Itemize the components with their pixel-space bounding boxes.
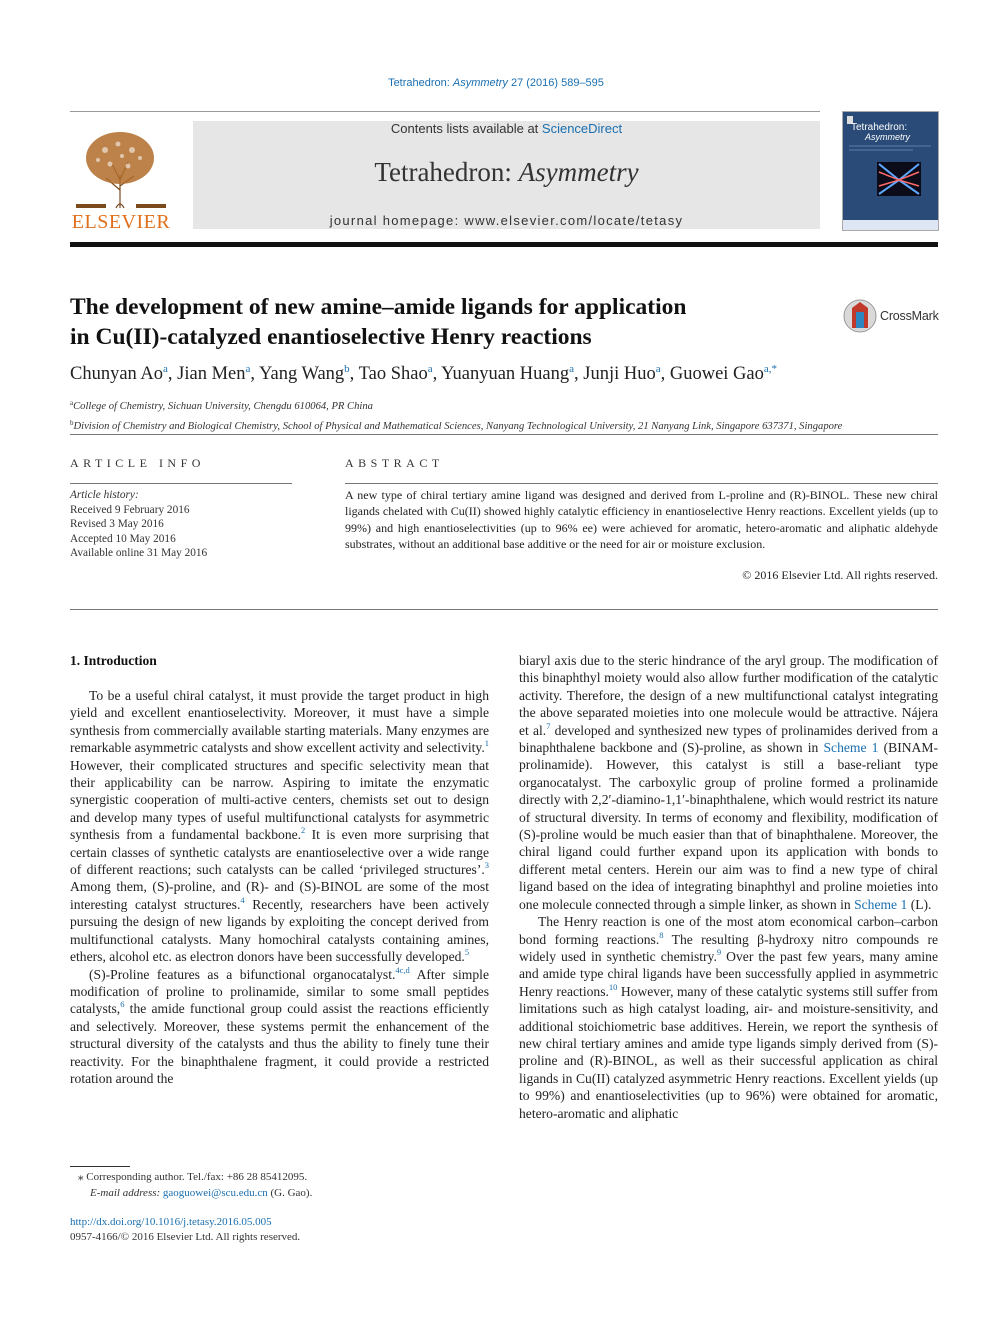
- article-info-heading: ARTICLE INFO: [70, 456, 205, 470]
- affiliation: $^b$Division of Chemistry and Biological Chemistry, School of Physical and Mathematical Sciences, Nanyang Technological University, 21 Nanyang Link, Singapore 637371, Singapore: [70, 419, 843, 432]
- reference-link[interactable]: 7: [546, 720, 551, 731]
- journal-name: Tetrahedron: Asymmetry: [374, 157, 639, 187]
- svg-text:Asymmetry: Asymmetry: [865, 132, 910, 142]
- divider: [70, 483, 292, 484]
- email-link[interactable]: gaoguowei@scu.edu.cn: [162, 1186, 268, 1199]
- paragraph: (S)-Proline features as a bifunctional organocatalyst.$^{4c,d}$ After simple modification of proline to prolinamide, similar to some small peptides catalysts,$^6$ the amide functional group could assist the reactions efficiently and selectively. Moreover, these systems permit the enhancement of the structural diversity of the catalysts and thus the ability to finely tune their reactivity. For the binaphthalene fragment, it could provide a restricted rotation around the: [70, 964, 489, 1086]
- body-column-left: [70, 687, 489, 1087]
- elsevier-tree-icon: [70, 120, 172, 232]
- crossmark-badge[interactable]: CrossMark: [842, 298, 942, 334]
- affiliation: $^a$College of Chemistry, Sichuan University, Chengdu 610064, PR China: [70, 399, 373, 412]
- author[interactable]: Junji Huo$^a$: [583, 363, 661, 384]
- cover-graphic: [843, 112, 938, 230]
- reference-link[interactable]: 3: [484, 860, 489, 871]
- reference-link[interactable]: 8: [659, 929, 664, 940]
- article-history: Article history: Received 9 February 2016 Revised 3 May 2016 Accepted 10 May 2016 Available online 31 May 2016: [70, 489, 208, 559]
- scheme-link[interactable]: Scheme 1: [823, 740, 879, 756]
- abstract-heading: ABSTRACT: [345, 456, 444, 470]
- paragraph: The Henry reaction is one of the most atom economical carbon–carbon bond forming reactions.$^8$ The resulting β-hydroxy nitro compounds re widely used in synthetic chemistry.$^9$ Over the past few years, many amine and amide type chiral ligands have been successfully applied in asymmetric Henry reactions.$^{10}$ However, many of these catalytic systems still suffer from limitations such as high catalyst loading, air- and moisture-sensitivity, and additional stoichiometric base additives. Herein, we report the synthesis of new chiral tertiary amines and amide type ligands simply derived from (S)-proline and (R)-BINOL, as well as their successful application as chiral ligands in Cu(II) catalyzed asymmetric Henry reactions. Excellent yields (up to 99%) and enantioselectivities (up to 96%) were obtained for aromatic, hetero-aromatic and aliphatic: [519, 914, 939, 1121]
- elsevier-logo[interactable]: [70, 120, 172, 232]
- abstract-copyright: © 2016 Elsevier Ltd. All rights reserved.: [742, 568, 938, 582]
- reference-link[interactable]: 6: [120, 999, 125, 1010]
- author[interactable]: Guowei Gao$^{a,*}$: [669, 363, 778, 384]
- crossmark-icon: [842, 298, 880, 334]
- reference-link[interactable]: 2: [301, 825, 306, 836]
- footnote-rule: [70, 1166, 130, 1167]
- reference-link[interactable]: 9: [716, 946, 722, 957]
- author[interactable]: Tao Shao$^a$: [358, 363, 433, 384]
- section-heading: 1. Introduction: [70, 653, 157, 668]
- body-column-right: [519, 652, 938, 1122]
- author[interactable]: Yang Wang$^b$: [258, 363, 350, 384]
- issn-copyright: 0957-4166/© 2016 Elsevier Ltd. All rights reserved.: [70, 1231, 301, 1243]
- journal-homepage[interactable]: journal homepage: www.elsevier.com/locate/tetasy: [329, 213, 684, 228]
- header-divider: [70, 111, 820, 112]
- reference-link[interactable]: 5: [464, 947, 470, 958]
- svg-text:Tetrahedron:: Tetrahedron:: [851, 122, 908, 133]
- author[interactable]: Yuanyuan Huang$^a$: [441, 363, 574, 384]
- reference-link[interactable]: 1: [484, 738, 489, 749]
- corresponding-author-footnote: ⁎ Corresponding author. Tel./fax: +86 28 85412095. E-mail address: gaoguowei@scu.edu.cn (G. Gao).: [78, 1171, 313, 1199]
- reference-link[interactable]: 4: [240, 894, 245, 905]
- reference-link[interactable]: 10: [608, 981, 618, 992]
- divider: [345, 483, 938, 484]
- scheme-link[interactable]: Scheme 1: [854, 896, 908, 912]
- article-title: The development of new amine–amide ligands for application in Cu(II)-catalyzed enantioselective Henry reactions: [70, 294, 687, 350]
- affiliations: [70, 395, 938, 435]
- journal-cover-image[interactable]: [842, 111, 939, 231]
- doi-link[interactable]: http://dx.doi.org/10.1016/j.tetasy.2016.05.005: [70, 1216, 272, 1228]
- reference-link[interactable]: 4c,d: [395, 964, 410, 975]
- header-thick-rule: [70, 242, 938, 247]
- sciencedirect-link[interactable]: ScienceDirect: [541, 121, 623, 136]
- paragraph: To be a useful chiral catalyst, it must provide the target product in high yield and excellent enantioselectivity. Moreover, it must have a simple synthesis from commercially available starting materials. Many enzymes are remarkable asymmetric catalysts and show excellent activity and selectivity.$^1$ However, their complicated structures and specific selectivity mean that their applicability can be narrow. Aspiring to imitate the enzymatic synergistic cooperation of multi-active centers, chemists set out to design and develop many types of useful multifunctional catalysts for asymmetric synthesis from a fundamental backbone.$^2$ It is even more surprising that certain classes of synthetic catalysts are enantioselective over a wide range of different reactions; such catalysts can be called ‘privileged structures’.$^3$ Among them, (S)-proline, and (R)- and (S)-BINOL are some of the most interesting catalyst structures.$^4$ Recently, researchers have been actively pursuing the design of new ligands by exploiting the concept derived from multifunctional catalysts. Many homochiral catalysts containing amines, ethers, alcohol etc. as electron donors have been successfully developed.$^5$: [70, 688, 489, 965]
- author-list: Chunyan Ao$^a$, Jian Men$^a$, Yang Wang$^b$, Tao Shao$^a$, Yuanyuan Huang$^a$, Junji Huo$^a$, Guowei Gao$^{a,*}$: [70, 363, 778, 384]
- abstract-text: A new type of chiral tertiary amine ligand was designed and derived from L-proline and (R)-BINOL. These new chiral ligands chelated with Cu(II) showed highly catalytic efficiency in enantioselective Henry reactions. Excellent yields (up to 99%) and high enantioselectivities (up to 96% ee) were achieved for aromatic, hetero-aromatic and aliphatic aldehyde substrates, without an additional base additive or the need for air or moisture exclusion.: [345, 488, 938, 551]
- author[interactable]: Chunyan Ao$^a$: [70, 363, 168, 384]
- divider: [70, 609, 938, 610]
- paragraph: biaryl axis due to the steric hindrance of the aryl group. The modification of this binaphthyl moiety would also allow further modification of the catalytic activity. Therefore, the design of a new multifunctional catalyst integrating the above separated moieties into one molecule would be attractive. Nájera et al.$^7$ developed and synthesized new types of prolinamides derived from a binaphthalene backbone and (S)-proline, as shown in Scheme 1 (BINAM-prolinamide). However, this catalyst is still a base-reliant type organocatalyst. The carboxylic group of proline formed a prolinamide directly with 2,2′-diamino-1,1′-binaphthalene, which would restrict its nature of structural diversity. In terms of economy and flexibility, modification of (S)-proline would be much easier than that of binaphthalene. Moreover, the chiral ligand could further expand upon its application with bonds to different metal centers. Herein our aim was to find a new type of chiral ligand based on the idea of integrating binaphthyl and proline moieties into one molecule connected through a simple linker, as shown in Scheme 1 (L).: [519, 653, 938, 912]
- journal-masthead: [193, 121, 820, 229]
- contents-line: Contents lists available at ScienceDirect: [390, 121, 623, 136]
- svg-text:ELSEVIER: ELSEVIER: [71, 211, 171, 232]
- divider: [70, 434, 938, 435]
- journal-citation[interactable]: Tetrahedron: Asymmetry 27 (2016) 589–595: [388, 77, 604, 89]
- author[interactable]: Jian Men$^a$: [177, 363, 251, 384]
